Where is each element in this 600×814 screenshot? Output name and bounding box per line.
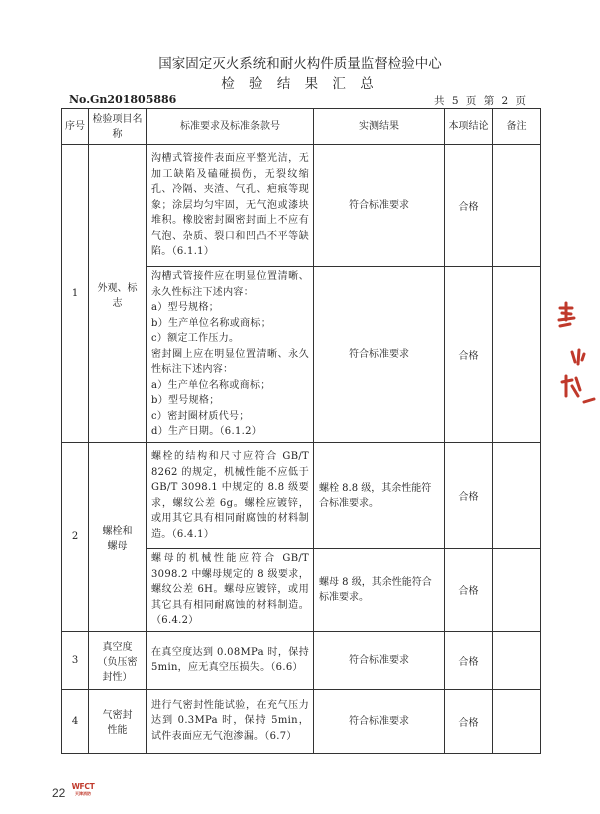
cell-standard: 螺母的机械性能应符合 GB/T 3098.2 中螺母规定的 8 级要求，螺纹公差 6H。螺母应镀锌，或用其它具有相同耐腐蚀的材料制造。（6.4.2） <box>147 549 314 632</box>
logo-text: WFCT <box>71 782 95 791</box>
cell-conclusion: 合格 <box>445 689 493 753</box>
cell-seq: 1 <box>62 145 89 443</box>
cell-standard: 沟槽式管接件表面应平整光洁，无加工缺陷及磕碰损伤，无裂纹缩孔、冷隔、夹渣、气孔、疤痕等现象；涂层均匀牢固，无气泡或漆块堆积。橡胶密封圈密封面上不应有气泡、杂质、裂口和凹凸不平等缺陷。（6.1.1） <box>147 145 314 267</box>
results-table <box>61 108 541 754</box>
header-conclusion: 本项结论 <box>445 109 493 145</box>
cell-conclusion: 合格 <box>445 549 493 632</box>
cell-conclusion: 合格 <box>445 267 493 443</box>
cell-standard: 进行气密封性能试验，在充气压力达到 0.3MPa 时，保持 5min，试件表面应无气泡渗漏。（6.7） <box>147 689 314 753</box>
cell-seq: 3 <box>62 631 89 689</box>
cell-note <box>493 145 541 267</box>
report-title: 检 验 结 果 汇 总 <box>221 76 379 92</box>
cell-standard: 沟槽式管接件应在明显位置清晰、永久性标注下述内容： a）型号规格； b）生产单位名称或商标； c）额定工作压力。 密封圈上应在明显位置清晰、永久性标注下述内容： a）生产单位名称或商标； b）型号规格； c）密封圈材质代号； d）生产日期。（6.1.2） <box>147 267 314 443</box>
cell-note <box>493 549 541 632</box>
header-standard: 标准要求及标准条款号 <box>147 109 314 145</box>
cell-item: 真空度（负压密封性） <box>89 631 147 689</box>
cell-item: 气密封性能 <box>89 689 147 753</box>
header-result: 实测结果 <box>314 109 445 145</box>
cell-result: 符合标准要求 <box>314 689 445 753</box>
table-row <box>62 145 541 267</box>
org-title: 国家固定灭火系统和耐火构件质量监督检验中心 <box>158 56 442 72</box>
cell-conclusion: 合格 <box>445 631 493 689</box>
cell-item: 螺栓和螺母 <box>89 443 147 632</box>
page-info: 共 5 页 第 2 页 <box>434 95 527 107</box>
cell-standard: 在真空度达到 0.08MPa 时，保持 5min，应无真空压损失。（6.6） <box>147 631 314 689</box>
header-note: 备注 <box>493 109 541 145</box>
wfct-logo <box>70 783 96 797</box>
cell-conclusion: 合格 <box>445 145 493 267</box>
table-row <box>62 689 541 753</box>
cell-item: 外观、标志 <box>89 145 147 443</box>
page-number: 22 <box>52 786 66 800</box>
cell-standard: 螺栓的结构和尺寸应符合 GB/T 8262 的规定，机械性能不应低于 GB/T 3098.1 中规定的 8.8 级要求，螺纹公差 6g。螺栓应镀锌，或用其它具有相同耐腐蚀的材料制造。（6.4.1） <box>147 443 314 549</box>
red-seal-fragment <box>556 300 596 435</box>
document-number: No.Gn201805886 <box>69 93 177 106</box>
cell-note <box>493 443 541 549</box>
table-header-row <box>62 109 541 145</box>
table-row <box>62 631 541 689</box>
cell-note <box>493 267 541 443</box>
cell-result: 螺栓 8.8 级，其余性能符合标准要求。 <box>314 443 445 549</box>
cell-result: 符合标准要求 <box>314 145 445 267</box>
cell-result: 符合标准要求 <box>314 267 445 443</box>
table-row <box>62 443 541 549</box>
cell-note <box>493 631 541 689</box>
cell-seq: 4 <box>62 689 89 753</box>
cell-result: 螺母 8 级，其余性能符合标准要求。 <box>314 549 445 632</box>
cell-conclusion: 合格 <box>445 443 493 549</box>
cell-note <box>493 689 541 753</box>
cell-result: 符合标准要求 <box>314 631 445 689</box>
logo-subtext: 天津消防 <box>75 791 91 796</box>
header-item: 检验项目名称 <box>89 109 147 145</box>
cell-seq: 2 <box>62 443 89 632</box>
header-seq: 序号 <box>62 109 89 145</box>
